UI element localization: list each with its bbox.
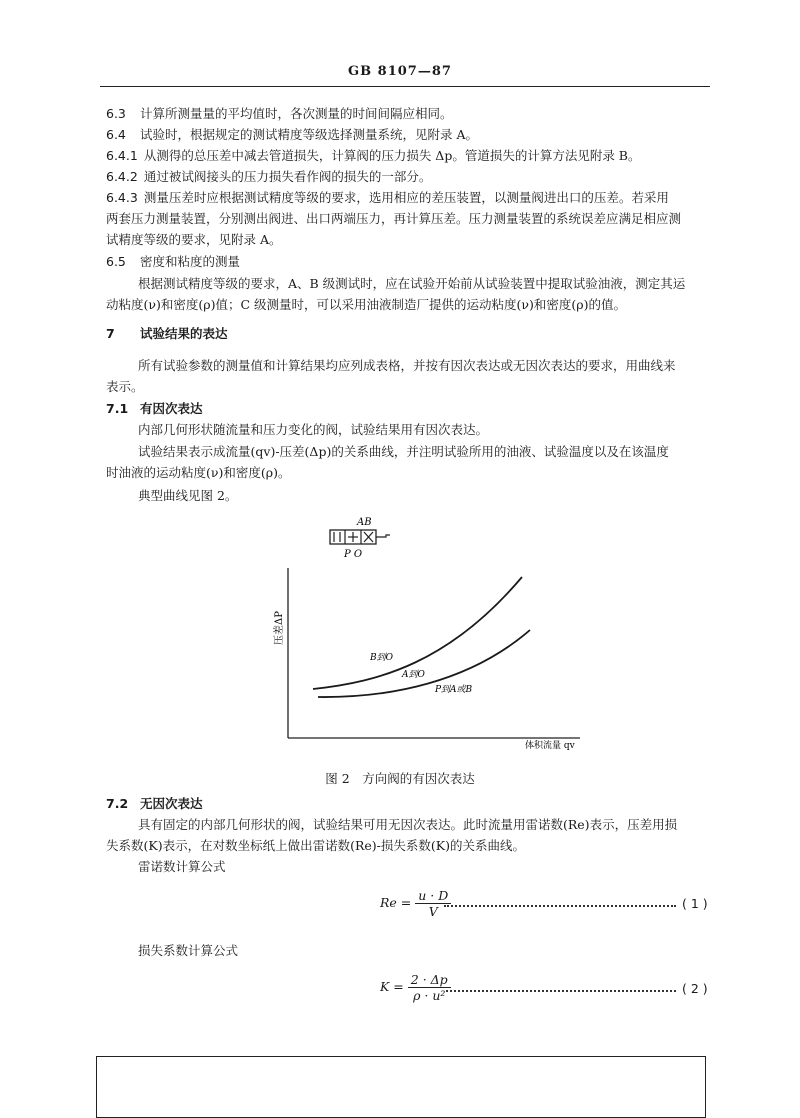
clause-number: 6.4.3 bbox=[106, 190, 138, 205]
clause-6-3 bbox=[106, 105, 718, 123]
formula-2-fraction bbox=[408, 972, 451, 1003]
curve-p-to-a-or-b bbox=[318, 630, 530, 697]
section-7-heading bbox=[106, 325, 718, 343]
valve-port-label-bottom: P O bbox=[344, 549, 363, 560]
paragraph-line: 典型曲线见图 2。 bbox=[138, 488, 238, 503]
section-title: 试验结果的表达 bbox=[140, 326, 228, 341]
paragraph-line: 根据测试精度等级的要求，A、B 级测试时，应在试验开始前从试验装置中提取试验油液，测定其运 bbox=[138, 276, 686, 291]
formula-1-number: ( 1 ) bbox=[682, 896, 708, 911]
paragraph-line: 试验结果表示成流量(qv)-压差(Δp)的关系曲线，并注明试验所用的油液、试验温度以及在该温度 bbox=[138, 444, 669, 459]
bottom-frame bbox=[96, 1056, 706, 1118]
formula-1-leader-dots bbox=[444, 905, 676, 907]
formula-2-lhs: K = bbox=[380, 979, 404, 994]
clause-6-4-1 bbox=[106, 147, 718, 165]
formula-2-number: ( 2 ) bbox=[682, 981, 708, 996]
paragraph-line: 两套压力测量装置，分别测出阀进、出口两端压力，再计算压差。压力测量装置的系统误差应满足相应测 bbox=[106, 211, 682, 226]
valve-port-label-top: AB bbox=[357, 517, 372, 528]
paragraph-line: 时油液的运动粘度(ν)和密度(ρ)。 bbox=[106, 465, 291, 480]
formula-1-denominator: V bbox=[428, 904, 438, 919]
clause-7-1-heading bbox=[106, 400, 718, 418]
clause-text: 试验时，根据规定的测试精度等级选择测量系统，见附录 A。 bbox=[140, 127, 479, 142]
y-axis-label: 压差ΔP bbox=[274, 611, 285, 645]
formula-2-numerator: 2 · Δp bbox=[408, 972, 451, 988]
formula-intro-reynolds: 雷诺数计算公式 bbox=[138, 859, 226, 874]
clause-number: 7.1 bbox=[106, 401, 129, 416]
paragraph-line: 表示。 bbox=[106, 379, 144, 394]
formula-2-denominator: ρ · u² bbox=[413, 988, 446, 1003]
curve-label-p-to-a-or-b: P到A或B bbox=[435, 685, 473, 695]
clause-6-4-3 bbox=[106, 189, 718, 207]
formula-intro-loss: 损失系数计算公式 bbox=[138, 943, 239, 958]
clause-title: 无因次表达 bbox=[140, 796, 203, 811]
clause-title: 密度和粘度的测量 bbox=[140, 254, 241, 269]
formula-1-lhs: Re = bbox=[380, 895, 412, 910]
clause-number: 6.4.2 bbox=[106, 169, 138, 184]
clause-text: 计算所测量量的平均值时，各次测量的时间间隔应相同。 bbox=[140, 106, 453, 121]
paragraph-line: 内部几何形状随流量和压力变化的阀，试验结果用有因次表达。 bbox=[138, 422, 489, 437]
paragraph-line: 失系数(K)表示，在对数坐标纸上做出雷诺数(Re)-损失系数(K)的关系曲线。 bbox=[106, 838, 525, 853]
clause-number: 7.2 bbox=[106, 796, 129, 811]
clause-6-4 bbox=[106, 126, 718, 144]
header-rule bbox=[100, 86, 710, 87]
paragraph-line: 所有试验参数的测量值和计算结果均应列成表格，并按有因次表达或无因次表达的要求，用曲线来 bbox=[138, 358, 676, 373]
curve-label-a-to-o: A到O bbox=[402, 670, 425, 680]
clause-number: 6.4 bbox=[106, 127, 126, 142]
section-number: 7 bbox=[106, 326, 115, 341]
paragraph-line: 试精度等级的要求，见附录 A。 bbox=[106, 232, 282, 247]
standard-code: GB 8107—87 bbox=[348, 64, 452, 79]
formula-1-fraction bbox=[415, 888, 451, 919]
curve-label-b-to-o: B到O bbox=[370, 653, 393, 663]
clause-text: 通过被试阀接头的压力损失看作阀的损失的一部分。 bbox=[143, 169, 432, 184]
clause-7-2-heading bbox=[106, 795, 718, 813]
paragraph-line: 动粘度(ν)和密度(ρ)值；C 级测量时，可以采用油液制造厂提供的运动粘度(ν)和密度(ρ)的值。 bbox=[106, 297, 626, 312]
clause-title: 有因次表达 bbox=[140, 401, 203, 416]
clause-text: 测量压差时应根据测试精度等级的要求，选用相应的差压装置，以测量阀进出口的压差。若采用 bbox=[143, 190, 669, 205]
clause-6-5 bbox=[106, 253, 718, 271]
figure-2-caption: 图 2 方向阀的有因次表达 bbox=[325, 771, 475, 786]
formula-2-leader-dots bbox=[446, 990, 676, 992]
valve-symbol bbox=[330, 530, 390, 544]
paragraph-line: 具有固定的内部几何形状的阀，试验结果可用无因次表达。此时流量用雷诺数(Re)表示，压差用损 bbox=[138, 817, 678, 832]
figure-2-diagram bbox=[270, 512, 600, 752]
clause-number: 6.3 bbox=[106, 106, 126, 121]
clause-6-4-2 bbox=[106, 168, 718, 186]
formula-1-numerator: u · D bbox=[415, 888, 451, 904]
formula-loss-coefficient bbox=[380, 972, 451, 1003]
clause-number: 6.4.1 bbox=[106, 148, 138, 163]
clause-text: 从测得的总压差中减去管道损失，计算阀的压力损失 Δp。管道损失的计算方法见附录 B。 bbox=[143, 148, 641, 163]
clause-number: 6.5 bbox=[106, 254, 126, 269]
formula-reynolds bbox=[380, 888, 451, 919]
x-axis-label: 体积流量 qv bbox=[525, 741, 575, 751]
